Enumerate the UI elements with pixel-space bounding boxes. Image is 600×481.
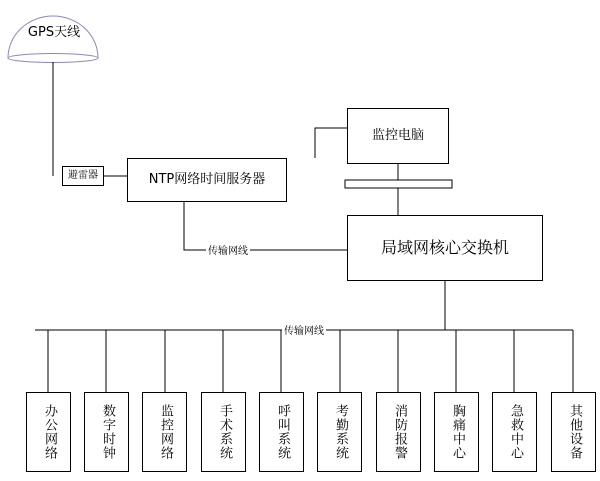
node-gps-antenna[interactable]: [18, 22, 90, 44]
leaf-node-other-equipment[interactable]: [551, 392, 596, 472]
leaf-node-digital-clock[interactable]: [84, 392, 129, 472]
leaf-node-call-system[interactable]: [259, 392, 304, 472]
node-gps-antenna-label: GPS天线: [27, 24, 81, 40]
leaf-node-fire-alarm-label: 消防报警: [391, 404, 407, 460]
leaf-node-emergency-center[interactable]: [492, 392, 537, 472]
link-label-ntp-to-switch: 传输网线: [206, 242, 250, 257]
leaf-node-office-network-label: 办公网络: [41, 404, 57, 460]
leaf-node-surgery-system-label: 手术系统: [216, 404, 232, 460]
leaf-node-attendance-system[interactable]: [317, 392, 362, 472]
node-monitor-computer-label: 监控电脑: [371, 127, 424, 143]
node-ntp-server[interactable]: [127, 158, 287, 202]
node-core-switch-label: 局域网核心交换机: [380, 237, 509, 257]
node-core-switch[interactable]: [347, 215, 543, 281]
leaf-node-monitor-network-label: 监控网络: [157, 404, 173, 460]
leaf-node-chest-pain-center[interactable]: [434, 392, 479, 472]
node-lightning-arrester-label: 避雷器: [68, 170, 98, 182]
leaf-node-call-system-label: 呼叫系统: [274, 404, 290, 460]
leaf-node-fire-alarm[interactable]: [376, 392, 421, 472]
leaf-node-monitor-network[interactable]: [142, 392, 187, 472]
leaf-node-surgery-system[interactable]: [201, 392, 246, 472]
node-monitor-computer[interactable]: [347, 108, 449, 164]
leaf-node-emergency-center-label: 急救中心: [507, 404, 523, 460]
node-ntp-server-label: NTP网络时间服务器: [148, 171, 266, 187]
leaf-node-chest-pain-center-label: 胸痛中心: [449, 404, 465, 460]
leaf-node-other-equipment-label: 其他设备: [566, 404, 582, 460]
leaf-node-office-network[interactable]: [26, 392, 71, 472]
node-lightning-arrester[interactable]: [62, 166, 104, 186]
leaf-node-attendance-system-label: 考勤系统: [332, 404, 348, 460]
link-label-switch-to-bus: 传输网线: [282, 322, 326, 337]
leaf-node-digital-clock-label: 数字时钟: [99, 404, 115, 460]
